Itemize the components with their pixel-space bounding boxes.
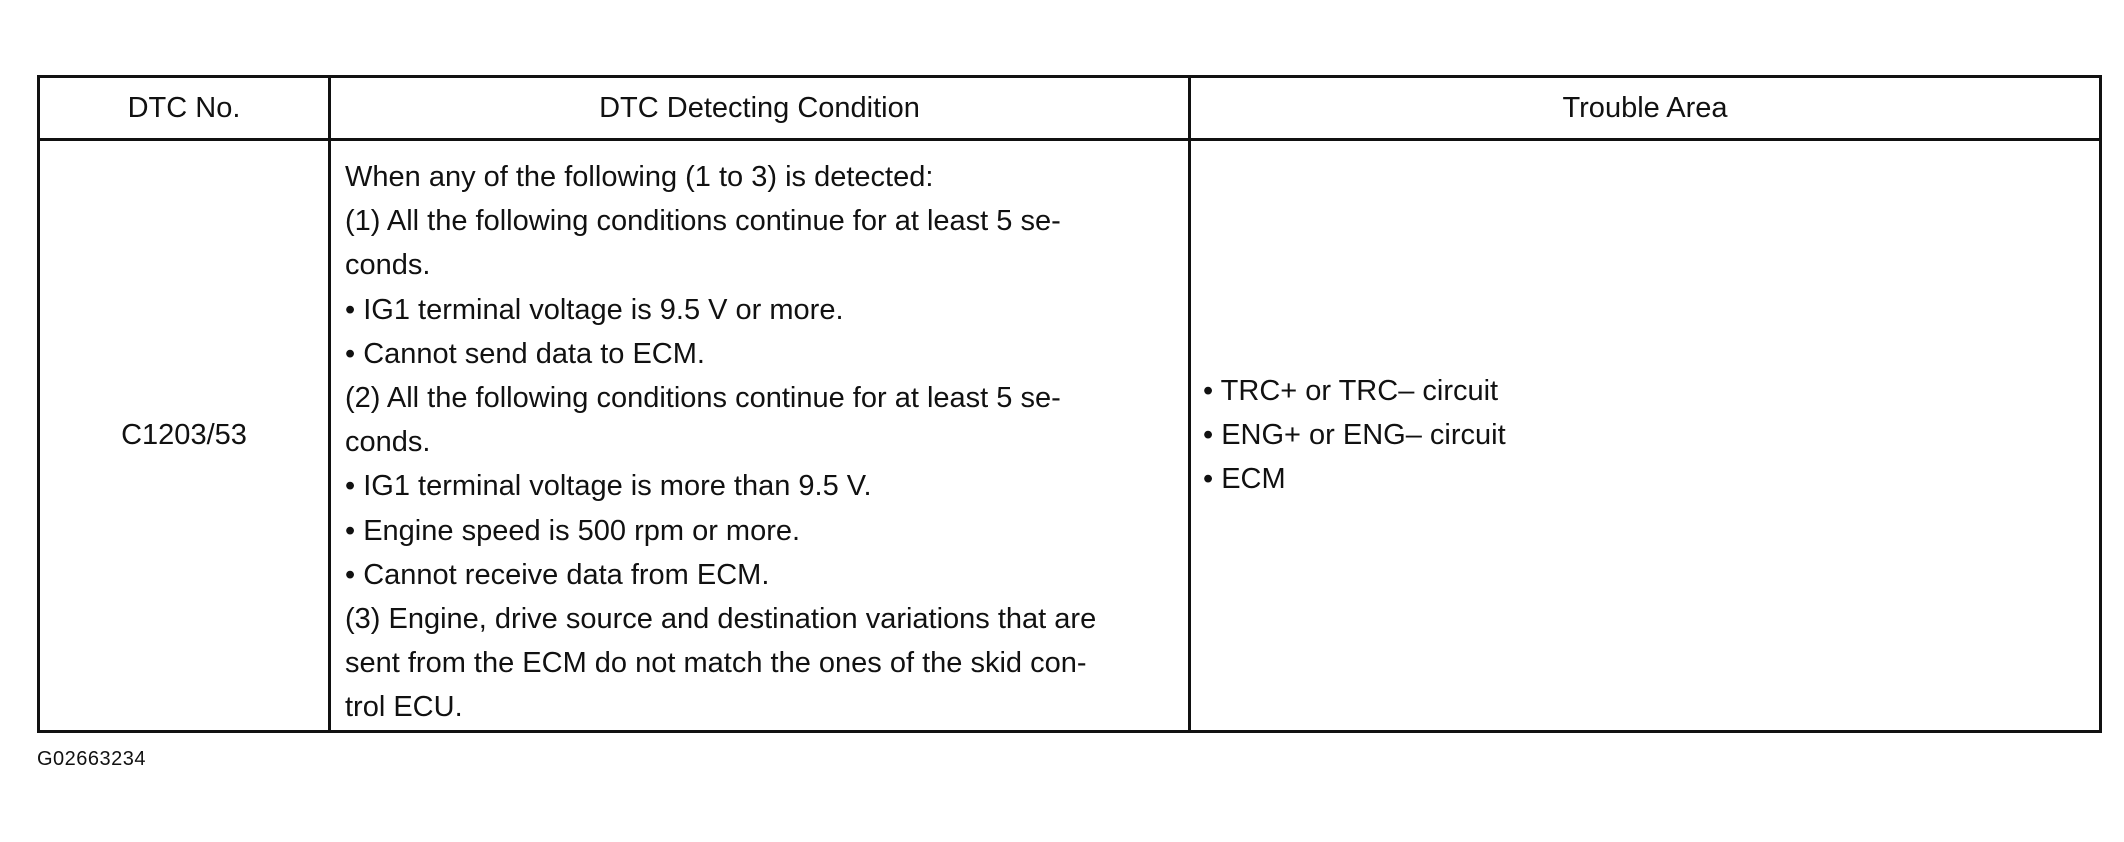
figure-id: G02663234 [37,748,147,770]
condition-2-item-3: • Cannot receive data from ECM. [345,558,770,591]
header-trouble-area: Trouble Area [1190,77,2101,140]
header-detecting-condition: DTC Detecting Condition [330,77,1190,140]
condition-3-text: (3) Engine, drive source and destination variations that are [345,603,1097,636]
trouble-area-item-eng-circuit: • ENG+ or ENG– circuit [1203,419,1506,452]
dtc-table [37,75,2102,733]
condition-3-text-cont-1: sent from the ECM do not match the ones of the skid con- [345,647,1087,680]
header-dtc-no: DTC No. [39,77,330,140]
detecting-condition-cell [330,140,1190,732]
trouble-area-item-ecm: • ECM [1203,463,1286,496]
condition-2-heading-cont: conds. [345,426,431,459]
condition-3-text-cont-2: trol ECU. [345,691,463,724]
trouble-area-item-trc-circuit: • TRC+ or TRC– circuit [1203,375,1499,408]
condition-2-item-2: • Engine speed is 500 rpm or more. [345,514,801,547]
trouble-area-cell [1190,140,2101,732]
condition-1-heading: (1) All the following conditions continue for at least 5 se- [345,205,1061,238]
condition-2-item-1: • IG1 terminal voltage is more than 9.5 V. [345,470,872,503]
table-header-row [39,77,2101,140]
condition-1-item-1: • IG1 terminal voltage is 9.5 V or more. [345,293,844,326]
condition-intro: When any of the following (1 to 3) is detected: [345,161,934,193]
dtc-number-cell: C1203/53 [39,140,330,732]
condition-1-heading-cont: conds. [345,249,431,282]
table-row [39,140,2101,732]
condition-2-heading: (2) All the following conditions continue for at least 5 se- [345,382,1061,415]
condition-1-item-2: • Cannot send data to ECM. [345,337,705,370]
